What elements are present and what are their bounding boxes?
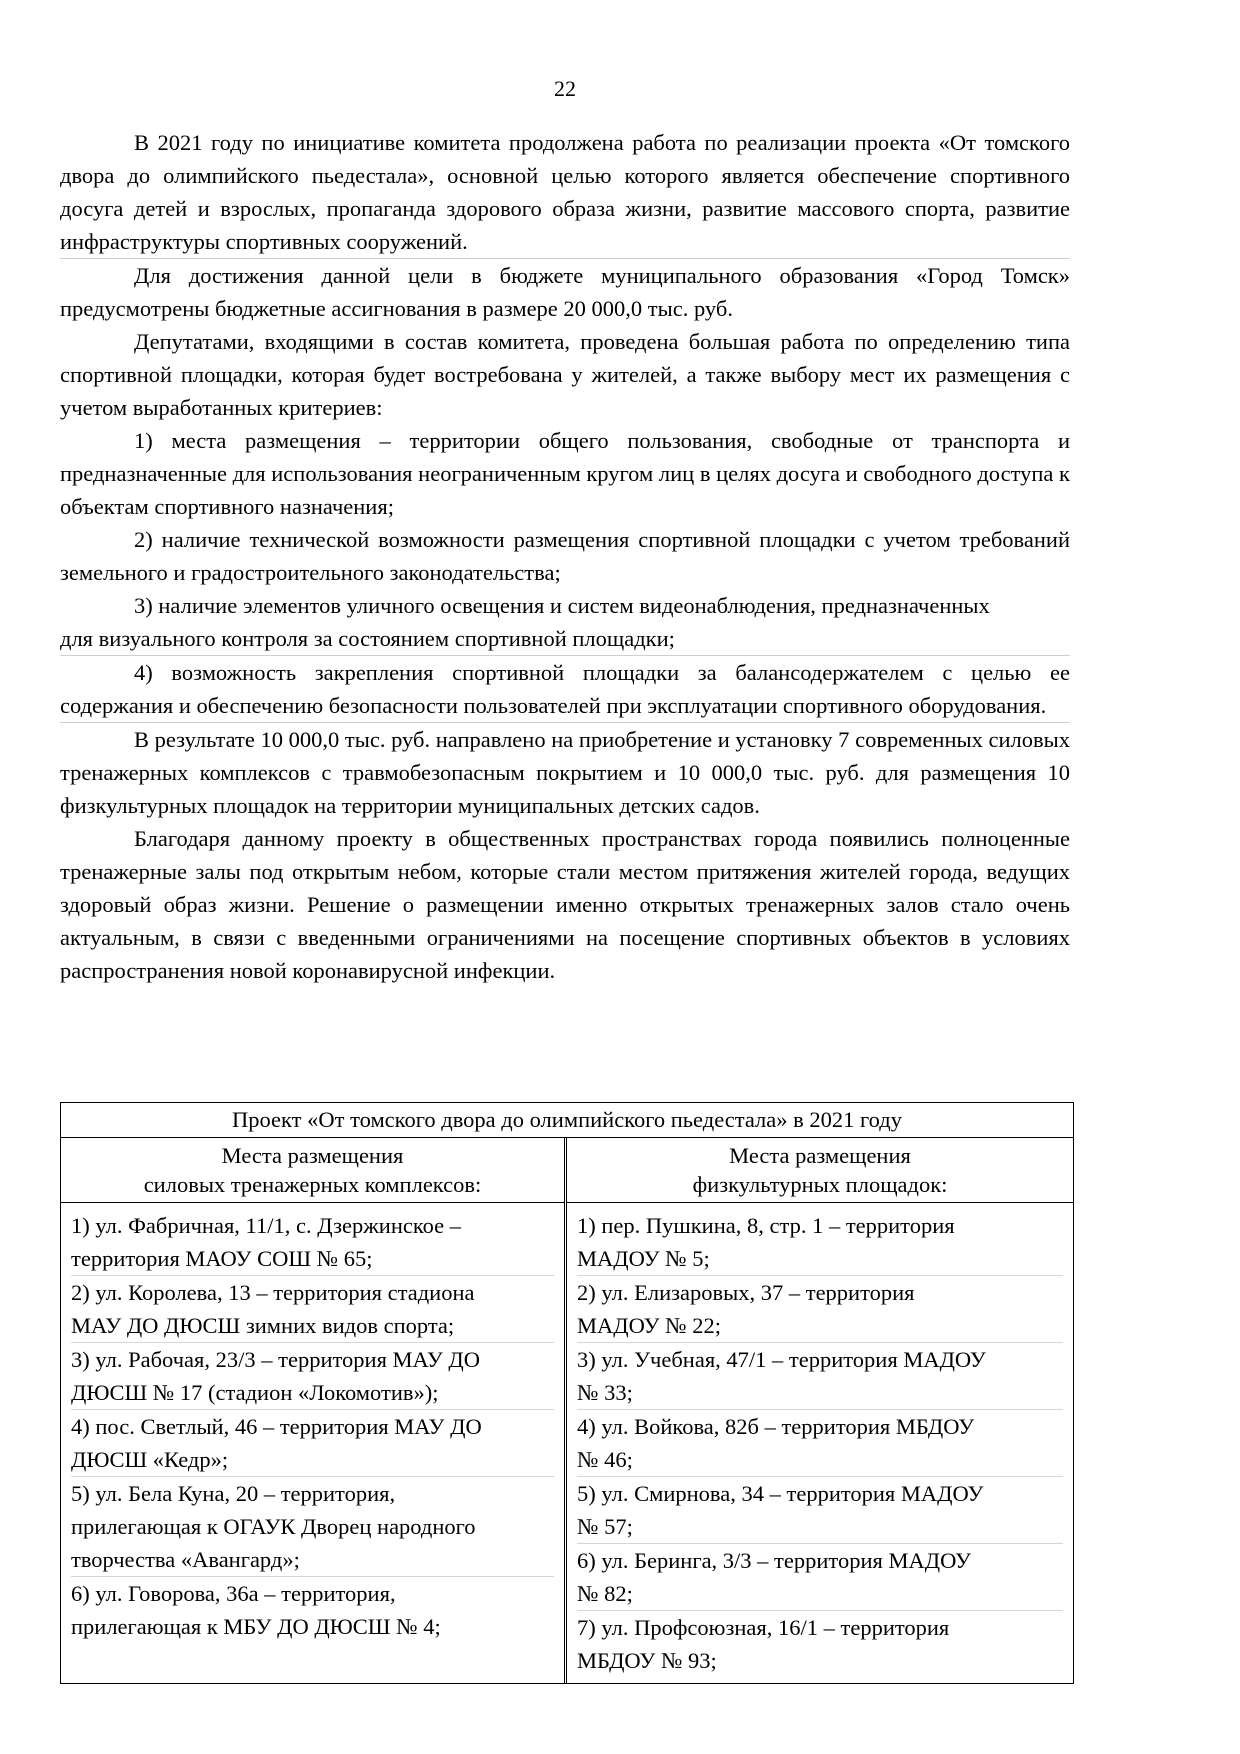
right-header-line: физкультурных площадок:: [692, 1172, 948, 1197]
left-header-line: силовых тренажерных комплексов:: [143, 1172, 482, 1197]
list-item: [71, 1209, 554, 1276]
list-item: [71, 1577, 554, 1643]
right-column-header: [567, 1138, 1073, 1203]
paragraph-outcome: Благодаря данному проекту в общественных пространствах города появились полноценные тренажерные залы под открытым небом, которые стали местом притяжения жителей города, ведущих здоровый образ жизни. Решение о размещении именно открытых тренажерных залов стало очень актуальным, в связи с введенными ограничениями на посещение спортивных объектов в условиях распространения новой коронавирусной инфекции.: [60, 826, 1070, 983]
criterion-1: 1) места размещения – территории общего пользования, свободные от транспорта и предназначенные для использования неограниченным кругом лиц в целях досуга и свободного доступа к объектам спортивного назначения;: [60, 428, 1070, 519]
body-text: [60, 126, 1070, 987]
entry-line: МАДОУ № 22;: [577, 1313, 721, 1338]
left-column: [61, 1138, 567, 1683]
list-item: [577, 1544, 1063, 1611]
entry-line: 7) ул. Профсоюзная, 16/1 – территория: [577, 1615, 950, 1640]
entry-line: 2) ул. Королева, 13 – территория стадиона: [71, 1280, 475, 1305]
criterion-4: 4) возможность закрепления спортивной площадки за балансодержателем с целью ее содержания и обеспечению безопасности пользователей при эксплуатации спортивного оборудования.: [60, 656, 1070, 723]
entry-line: МАДОУ № 5;: [577, 1246, 710, 1271]
paragraph-project-intro: В 2021 году по инициативе комитета продолжена работа по реализации проекта «От томского двора до олимпийского пьедестала», основной целью которого является обеспечение спортивного досуга детей и взрослых, пропаганда здорового образа жизни, развитие массового спорта, развитие инфраструктуры спортивных сооружений.: [60, 126, 1070, 259]
list-item: [71, 1410, 554, 1477]
entry-line: 2) ул. Елизаровых, 37 – территория: [577, 1280, 915, 1305]
list-item: [577, 1477, 1063, 1544]
criterion-2: 2) наличие технической возможности размещения спортивной площадки с учетом требований земельного и градостроительного законодательства;: [60, 527, 1070, 585]
table-caption: Проект «От томского двора до олимпийского пьедестала» в 2021 году: [61, 1103, 1073, 1138]
entry-line: 5) ул. Смирнова, 34 – территория МАДОУ: [577, 1481, 984, 1506]
entry-line: 1) ул. Фабричная, 11/1, с. Дзержинское –: [71, 1213, 462, 1238]
left-header-line: Места размещения: [221, 1143, 404, 1168]
paragraph-budget: Для достижения данной цели в бюджете муниципального образования «Город Томск» предусмотрены бюджетные ассигнования в размере 20 000,0 тыс. руб.: [60, 263, 1070, 321]
entry-line: 3) ул. Рабочая, 23/3 – территория МАУ ДО: [71, 1347, 480, 1372]
right-header-line: Места размещения: [729, 1143, 911, 1168]
right-column: [567, 1138, 1073, 1683]
entry-line: МАУ ДО ДЮСШ зимних видов спорта;: [71, 1313, 455, 1338]
entry-line: 3) ул. Учебная, 47/1 – территория МАДОУ: [577, 1347, 986, 1372]
list-item: [577, 1343, 1063, 1410]
entry-line: № 33;: [577, 1380, 633, 1405]
entry-line: творчества «Авангард»;: [71, 1547, 300, 1572]
entry-line: № 57;: [577, 1514, 633, 1539]
paragraph-results: В результате 10 000,0 тыс. руб. направлено на приобретение и установку 7 современных силовых тренажерных комплексов с травмобезопасным покрытием и 10 000,0 тыс. руб. для размещения 10 физкультурных площадок на территории муниципальных детских садов.: [60, 727, 1070, 818]
entry-line: 5) ул. Бела Куна, 20 – территория,: [71, 1481, 396, 1506]
entry-line: 6) ул. Говорова, 36а – территория,: [71, 1581, 396, 1606]
entry-line: 1) пер. Пушкина, 8, стр. 1 – территория: [577, 1213, 955, 1238]
entry-line: № 46;: [577, 1447, 633, 1472]
entry-line: прилегающая к МБУ ДО ДЮСШ № 4;: [71, 1614, 441, 1639]
list-item: [577, 1276, 1063, 1343]
criteria-list: [60, 424, 1070, 723]
list-item: [577, 1209, 1063, 1276]
table-columns: [61, 1138, 1073, 1683]
list-item: [577, 1410, 1063, 1477]
entry-line: прилегающая к ОГАУК Дворец народного: [71, 1514, 476, 1539]
criterion-3-continued: для визуального контроля за состоянием спортивной площадки;: [60, 622, 1070, 656]
paragraph-deputies: Депутатами, входящими в состав комитета, проведена большая работа по определению типа спортивной площадки, которая будет востребована у жителей, а также выбору мест их размещения с учетом выработанных критериев:: [60, 329, 1070, 420]
left-column-body: [61, 1203, 564, 1649]
criterion-3: 3) наличие элементов уличного освещения и систем видеонаблюдения, предназначенных: [134, 593, 990, 618]
page-number: 22: [554, 76, 576, 101]
project-table: [60, 1102, 1074, 1684]
entry-line: 4) пос. Светлый, 46 – территория МАУ ДО: [71, 1414, 482, 1439]
left-column-header: [61, 1138, 564, 1203]
entry-line: № 82;: [577, 1581, 633, 1606]
right-column-body: [567, 1203, 1073, 1683]
entry-line: 6) ул. Беринга, 3/3 – территория МАДОУ: [577, 1548, 971, 1573]
list-item: [577, 1611, 1063, 1677]
list-item: [71, 1276, 554, 1343]
entry-line: территория МАОУ СОШ № 65;: [71, 1246, 373, 1271]
list-item: [71, 1477, 554, 1577]
list-item: [71, 1343, 554, 1410]
entry-line: ДЮСШ «Кедр»;: [71, 1447, 229, 1472]
entry-line: 4) ул. Войкова, 82б – территория МБДОУ: [577, 1414, 975, 1439]
entry-line: МБДОУ № 93;: [577, 1648, 717, 1673]
entry-line: ДЮСШ № 17 (стадион «Локомотив»);: [71, 1380, 439, 1405]
